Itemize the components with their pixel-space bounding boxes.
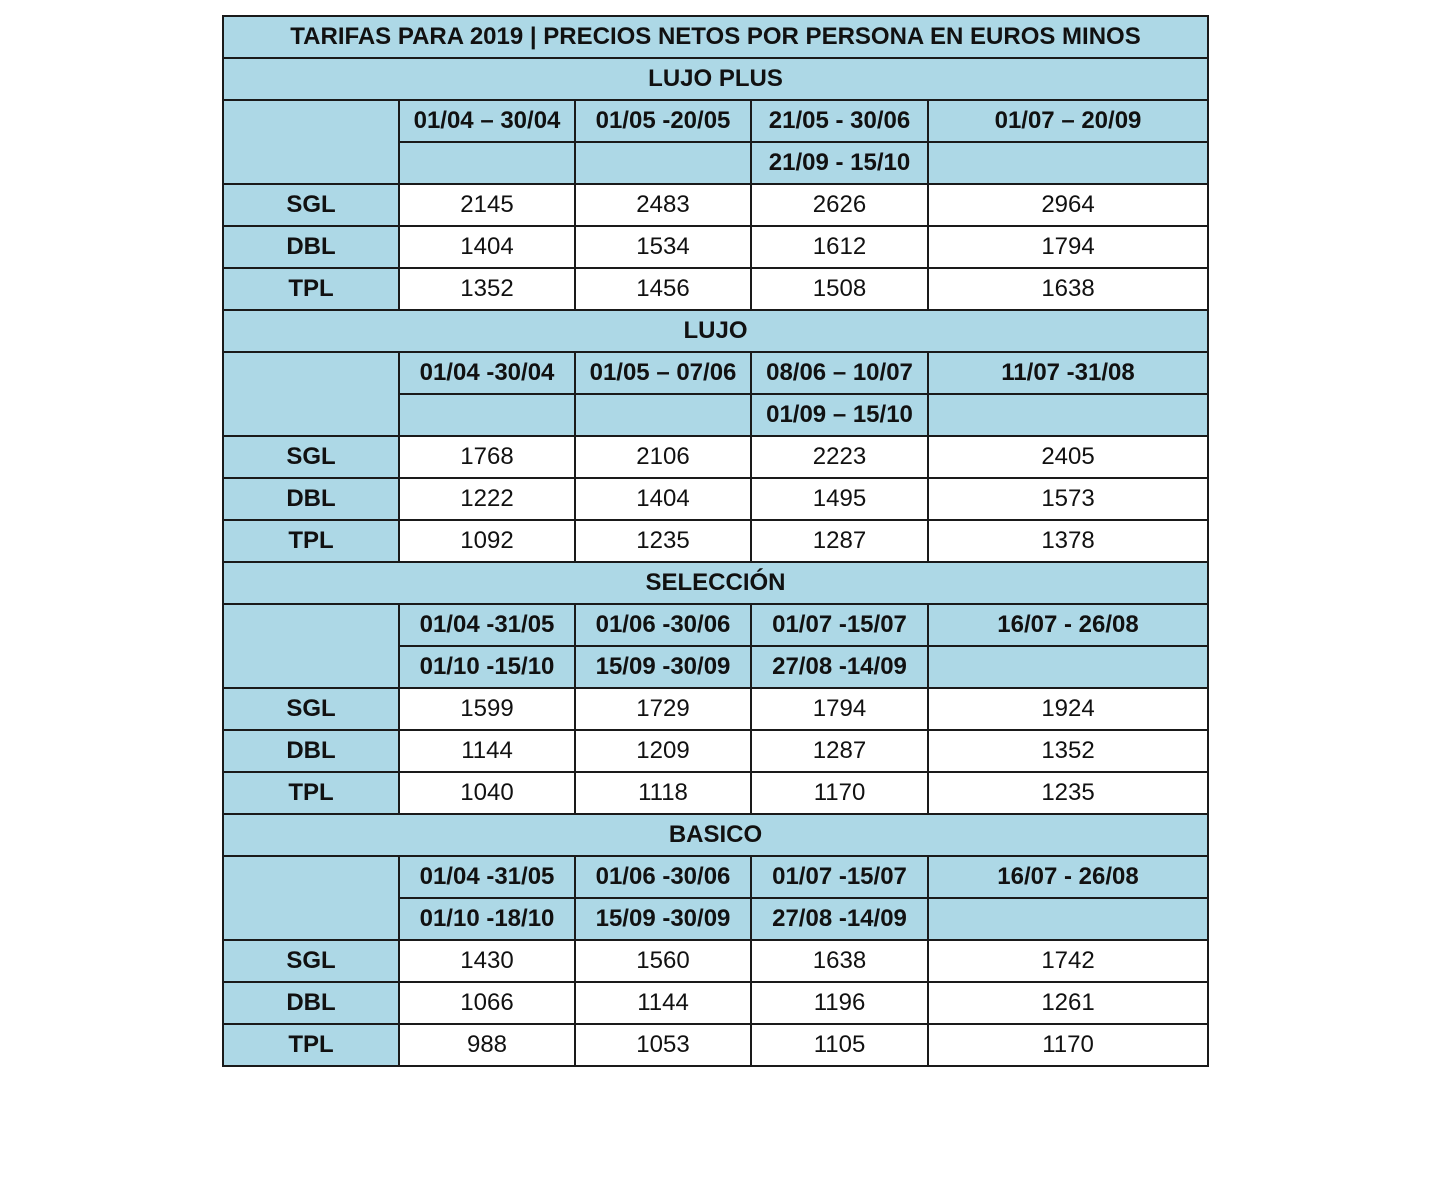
price-cell: 1430	[399, 940, 575, 982]
period-row	[223, 100, 1208, 142]
price-cell: 1040	[399, 772, 575, 814]
period-cell: 21/09 - 15/10	[751, 142, 928, 184]
room-type-label: TPL	[223, 772, 399, 814]
price-cell: 2106	[575, 436, 751, 478]
period-label-cell	[223, 100, 399, 184]
rates-table	[222, 15, 1209, 1067]
price-cell: 1235	[928, 772, 1208, 814]
price-cell: 1170	[928, 1024, 1208, 1066]
price-cell: 1924	[928, 688, 1208, 730]
price-cell: 1794	[751, 688, 928, 730]
price-cell: 1404	[399, 226, 575, 268]
table-row	[223, 436, 1208, 478]
period-cell: 08/06 – 10/07	[751, 352, 928, 394]
price-cell: 1352	[928, 730, 1208, 772]
price-cell: 1729	[575, 688, 751, 730]
period-cell: 27/08 -14/09	[751, 898, 928, 940]
table-row	[223, 772, 1208, 814]
table-row	[223, 478, 1208, 520]
period-cell: 27/08 -14/09	[751, 646, 928, 688]
section-header-row	[223, 562, 1208, 604]
period-cell: 16/07 - 26/08	[928, 856, 1208, 898]
period-cell	[928, 142, 1208, 184]
price-cell: 1794	[928, 226, 1208, 268]
price-cell: 2483	[575, 184, 751, 226]
table-title: TARIFAS PARA 2019 | PRECIOS NETOS POR PERSONA EN EUROS MINOS	[223, 16, 1208, 58]
price-cell: 1768	[399, 436, 575, 478]
period-cell: 01/06 -30/06	[575, 856, 751, 898]
period-cell	[928, 394, 1208, 436]
period-cell: 01/05 -20/05	[575, 100, 751, 142]
price-cell: 2626	[751, 184, 928, 226]
price-cell: 1118	[575, 772, 751, 814]
period-cell	[575, 394, 751, 436]
room-type-label: TPL	[223, 1024, 399, 1066]
price-cell: 2223	[751, 436, 928, 478]
price-cell: 1144	[575, 982, 751, 1024]
price-cell: 1105	[751, 1024, 928, 1066]
price-cell: 1560	[575, 940, 751, 982]
table-row	[223, 226, 1208, 268]
period-cell: 11/07 -31/08	[928, 352, 1208, 394]
period-cell	[928, 898, 1208, 940]
section-title: SELECCIÓN	[223, 562, 1208, 604]
price-cell: 1287	[751, 730, 928, 772]
period-cell: 01/04 -31/05	[399, 856, 575, 898]
period-cell: 01/06 -30/06	[575, 604, 751, 646]
period-label-cell	[223, 604, 399, 688]
room-type-label: DBL	[223, 730, 399, 772]
price-cell: 1352	[399, 268, 575, 310]
section-title: LUJO PLUS	[223, 58, 1208, 100]
section-title: BASICO	[223, 814, 1208, 856]
period-cell	[399, 142, 575, 184]
period-cell	[399, 394, 575, 436]
period-cell: 01/10 -15/10	[399, 646, 575, 688]
period-cell: 01/04 -31/05	[399, 604, 575, 646]
price-cell: 1144	[399, 730, 575, 772]
room-type-label: DBL	[223, 478, 399, 520]
period-cell: 01/07 -15/07	[751, 856, 928, 898]
room-type-label: DBL	[223, 982, 399, 1024]
price-cell: 1508	[751, 268, 928, 310]
price-cell: 2405	[928, 436, 1208, 478]
title-row	[223, 16, 1208, 58]
room-type-label: SGL	[223, 688, 399, 730]
period-cell: 01/05 – 07/06	[575, 352, 751, 394]
table-row	[223, 940, 1208, 982]
price-cell: 1599	[399, 688, 575, 730]
price-cell: 1287	[751, 520, 928, 562]
price-cell: 1170	[751, 772, 928, 814]
room-type-label: TPL	[223, 520, 399, 562]
section-title: LUJO	[223, 310, 1208, 352]
period-row	[223, 352, 1208, 394]
period-cell: 01/10 -18/10	[399, 898, 575, 940]
room-type-label: SGL	[223, 436, 399, 478]
price-cell: 1638	[928, 268, 1208, 310]
price-cell: 1092	[399, 520, 575, 562]
price-cell: 1573	[928, 478, 1208, 520]
period-cell: 21/05 - 30/06	[751, 100, 928, 142]
table-row	[223, 1024, 1208, 1066]
price-cell: 1404	[575, 478, 751, 520]
period-cell	[928, 646, 1208, 688]
price-cell: 1053	[575, 1024, 751, 1066]
table-row	[223, 520, 1208, 562]
price-cell: 1495	[751, 478, 928, 520]
table-row	[223, 268, 1208, 310]
rates-table-body	[223, 16, 1208, 1066]
period-label-cell	[223, 352, 399, 436]
price-cell: 1742	[928, 940, 1208, 982]
section-header-row	[223, 814, 1208, 856]
price-cell: 988	[399, 1024, 575, 1066]
section-header-row	[223, 58, 1208, 100]
period-cell: 16/07 - 26/08	[928, 604, 1208, 646]
price-cell: 1222	[399, 478, 575, 520]
room-type-label: DBL	[223, 226, 399, 268]
period-cell: 01/07 -15/07	[751, 604, 928, 646]
price-cell: 1456	[575, 268, 751, 310]
room-type-label: TPL	[223, 268, 399, 310]
period-cell: 15/09 -30/09	[575, 898, 751, 940]
period-cell: 15/09 -30/09	[575, 646, 751, 688]
price-cell: 1612	[751, 226, 928, 268]
period-cell: 01/04 – 30/04	[399, 100, 575, 142]
period-cell	[575, 142, 751, 184]
table-row	[223, 730, 1208, 772]
table-row	[223, 184, 1208, 226]
price-cell: 1235	[575, 520, 751, 562]
period-cell: 01/09 – 15/10	[751, 394, 928, 436]
price-cell: 1066	[399, 982, 575, 1024]
price-cell: 1209	[575, 730, 751, 772]
price-cell: 2964	[928, 184, 1208, 226]
period-row	[223, 856, 1208, 898]
table-row	[223, 688, 1208, 730]
price-cell: 1638	[751, 940, 928, 982]
period-row	[223, 604, 1208, 646]
section-header-row	[223, 310, 1208, 352]
period-cell: 01/04 -30/04	[399, 352, 575, 394]
period-cell: 01/07 – 20/09	[928, 100, 1208, 142]
price-cell: 1534	[575, 226, 751, 268]
room-type-label: SGL	[223, 940, 399, 982]
period-label-cell	[223, 856, 399, 940]
table-row	[223, 982, 1208, 1024]
price-cell: 2145	[399, 184, 575, 226]
price-cell: 1196	[751, 982, 928, 1024]
price-cell: 1378	[928, 520, 1208, 562]
price-cell: 1261	[928, 982, 1208, 1024]
room-type-label: SGL	[223, 184, 399, 226]
